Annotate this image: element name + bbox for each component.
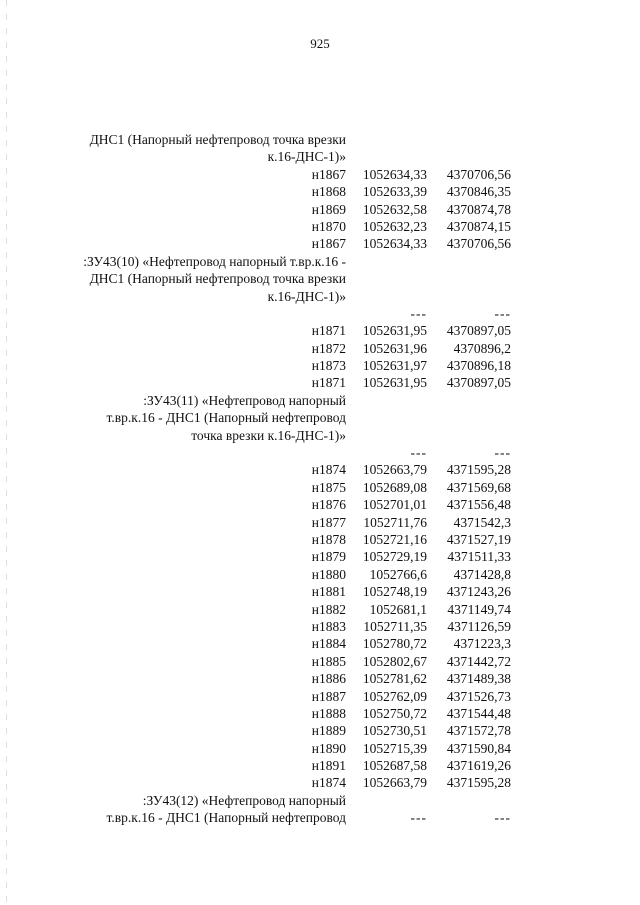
- coordinate-y: 4371590,84: [446, 740, 511, 756]
- coordinate-x: 1052750,72: [362, 705, 427, 721]
- point-name: н1870: [311, 218, 346, 234]
- table-row: [0, 531, 640, 548]
- coordinate-x: 1052631,95: [362, 323, 427, 339]
- coordinate-y: 4371544,48: [446, 705, 511, 721]
- coordinate-x: 1052663,79: [362, 775, 427, 791]
- empty-x-dashes: ---: [410, 305, 427, 321]
- table-row: [0, 218, 640, 235]
- empty-y-dashes: ---: [494, 305, 511, 321]
- section-header-line: т.вр.к.16 - ДНС1 (Напорный нефтепровод: [106, 410, 346, 426]
- point-name: н1867: [311, 236, 346, 252]
- point-name: н1869: [311, 201, 346, 217]
- section-header-line: ДНС1 (Напорный нефтепровод точка врезки: [89, 271, 346, 287]
- section-header-row: [0, 809, 640, 826]
- section-header-row: [0, 288, 640, 305]
- point-name: н1868: [311, 184, 346, 200]
- coordinate-y: 4371572,78: [446, 723, 511, 739]
- coordinate-y: 4371619,26: [446, 758, 511, 774]
- table-row: [0, 774, 640, 791]
- point-name: н1871: [311, 375, 346, 391]
- coordinate-x: 1052721,16: [362, 531, 427, 547]
- section-header-row: [0, 148, 640, 165]
- coordinate-x: 1052631,95: [362, 375, 427, 391]
- coordinate-x: 1052730,51: [362, 723, 427, 739]
- point-name: н1874: [311, 462, 346, 478]
- section-header-line: к.16-ДНС-1)»: [267, 149, 346, 165]
- coordinates-table: [0, 131, 640, 827]
- section-header-row: [0, 792, 640, 809]
- parcel-section: [0, 392, 640, 792]
- coordinate-x: 1052781,62: [362, 671, 427, 687]
- coordinate-x: 1052631,97: [362, 358, 427, 374]
- table-row: [0, 322, 640, 339]
- coordinate-y: 4371556,48: [446, 497, 511, 513]
- coordinate-x: 1052711,76: [363, 514, 427, 530]
- coordinate-y: 4370897,05: [446, 375, 511, 391]
- section-header-row: [0, 270, 640, 287]
- coordinate-x: 1052663,79: [362, 462, 427, 478]
- coordinate-y: 4371149,74: [447, 601, 511, 617]
- coordinate-y: 4371526,73: [446, 688, 511, 704]
- point-name: н1873: [311, 358, 346, 374]
- section-header-line: :ЗУ43(11) «Нефтепровод напорный: [143, 392, 346, 408]
- table-row: [0, 548, 640, 565]
- page-number: 925: [310, 36, 330, 51]
- coordinate-y: 4370706,56: [446, 236, 511, 252]
- point-name: н1878: [311, 531, 346, 547]
- section-header-row: [0, 392, 640, 409]
- point-name: н1889: [311, 723, 346, 739]
- coordinate-y: 4371542,3: [453, 514, 511, 530]
- parcel-section: [0, 792, 640, 827]
- coordinate-x: 1052802,67: [362, 653, 427, 669]
- coordinate-x: 1052687,58: [362, 758, 427, 774]
- coordinate-x: 1052780,72: [362, 636, 427, 652]
- table-row: [0, 583, 640, 600]
- coordinate-y: 4371223,3: [453, 636, 511, 652]
- coordinate-x: 1052632,58: [362, 201, 427, 217]
- point-name: н1874: [311, 775, 346, 791]
- coordinate-y: 4371442,72: [446, 653, 511, 669]
- table-row: [0, 461, 640, 478]
- coordinate-y: 4371511,33: [447, 549, 511, 565]
- point-name: н1887: [311, 688, 346, 704]
- section-header-line: к.16-ДНС-1)»: [267, 288, 346, 304]
- table-row: [0, 757, 640, 774]
- coordinate-x: 1052711,35: [363, 618, 427, 634]
- point-name: н1884: [311, 636, 346, 652]
- table-row: [0, 618, 640, 635]
- table-row: [0, 566, 640, 583]
- coordinate-y: 4371428,8: [453, 566, 511, 582]
- section-header-line: :ЗУ43(12) «Нефтепровод напорный: [142, 792, 346, 808]
- coordinate-x: 1052634,33: [362, 236, 427, 252]
- table-row: [0, 653, 640, 670]
- coordinate-x: 1052632,23: [362, 218, 427, 234]
- table-row: [0, 635, 640, 652]
- table-row: [0, 235, 640, 252]
- point-name: н1879: [311, 549, 346, 565]
- coordinate-x: 1052681,1: [369, 601, 427, 617]
- coordinate-x: 1052631,96: [362, 340, 427, 356]
- coordinate-y: 4371595,28: [446, 775, 511, 791]
- empty-x-dashes: ---: [410, 810, 427, 826]
- point-name: н1883: [311, 618, 346, 634]
- table-row: [0, 740, 640, 757]
- section-header-row: [0, 253, 640, 270]
- point-name: н1891: [311, 758, 346, 774]
- table-row: [0, 496, 640, 513]
- table-row: [0, 601, 640, 618]
- table-row: [0, 201, 640, 218]
- table-row: [0, 166, 640, 183]
- coordinate-x: 1052633,39: [362, 184, 427, 200]
- coordinate-y: 4370897,05: [446, 323, 511, 339]
- table-row: [0, 705, 640, 722]
- table-row: [0, 183, 640, 200]
- point-name: н1890: [311, 740, 346, 756]
- section-header-line: ДНС1 (Напорный нефтепровод точка врезки: [89, 132, 346, 147]
- table-row: [0, 514, 640, 531]
- point-name: н1867: [311, 166, 346, 182]
- table-row: [0, 374, 640, 391]
- point-name: н1876: [311, 497, 346, 513]
- table-row: [0, 688, 640, 705]
- section-header-line: точка врезки к.16-ДНС-1)»: [191, 427, 346, 443]
- point-name: н1881: [311, 584, 346, 600]
- point-name: н1872: [311, 340, 346, 356]
- point-name: н1888: [311, 705, 346, 721]
- table-row: [0, 722, 640, 739]
- point-name: н1882: [311, 601, 346, 617]
- point-name: н1886: [311, 671, 346, 687]
- section-header-row: [0, 409, 640, 426]
- table-row: [0, 670, 640, 687]
- coordinate-y: 4371243,26: [446, 584, 511, 600]
- empty-y-dashes: ---: [494, 810, 511, 826]
- coordinate-x: 1052689,08: [362, 479, 427, 495]
- point-name: н1885: [311, 653, 346, 669]
- dash-row: [0, 444, 640, 461]
- coordinate-y: 4371595,28: [446, 462, 511, 478]
- coordinate-x: 1052748,19: [362, 584, 427, 600]
- coordinate-y: 4370874,78: [446, 201, 511, 217]
- coordinate-x: 1052634,33: [362, 166, 427, 182]
- empty-x-dashes: ---: [410, 445, 427, 461]
- section-header-line: т.вр.к.16 - ДНС1 (Напорный нефтепровод: [106, 810, 346, 826]
- coordinate-y: 4371527,19: [446, 531, 511, 547]
- point-name: н1877: [311, 514, 346, 530]
- coordinate-y: 4370706,56: [446, 166, 511, 182]
- point-name: н1875: [311, 479, 346, 495]
- section-header-line: :ЗУ43(10) «Нефтепровод напорный т.вр.к.16 -: [83, 253, 346, 269]
- coordinate-x: 1052715,39: [362, 740, 427, 756]
- coordinate-y: 4370846,35: [446, 184, 511, 200]
- coordinate-y: 4371489,38: [446, 671, 511, 687]
- point-name: н1871: [311, 323, 346, 339]
- coordinate-x: 1052762,09: [362, 688, 427, 704]
- empty-y-dashes: ---: [494, 445, 511, 461]
- table-row: [0, 479, 640, 496]
- section-header-row: [0, 427, 640, 444]
- table-row: [0, 340, 640, 357]
- coordinate-y: 4371126,59: [447, 618, 511, 634]
- coordinate-y: 4371569,68: [446, 479, 511, 495]
- coordinate-x: 1052701,01: [362, 497, 427, 513]
- coordinate-y: 4370896,2: [453, 340, 511, 356]
- coordinate-x: 1052766,6: [369, 566, 427, 582]
- section-header-row: [0, 131, 640, 148]
- table-row: [0, 357, 640, 374]
- parcel-section: [0, 253, 640, 392]
- dash-row: [0, 305, 640, 322]
- coordinate-y: 4370896,18: [446, 358, 511, 374]
- coordinate-x: 1052729,19: [362, 549, 427, 565]
- coordinate-y: 4370874,15: [446, 218, 511, 234]
- point-name: н1880: [311, 566, 346, 582]
- parcel-section: [0, 131, 640, 253]
